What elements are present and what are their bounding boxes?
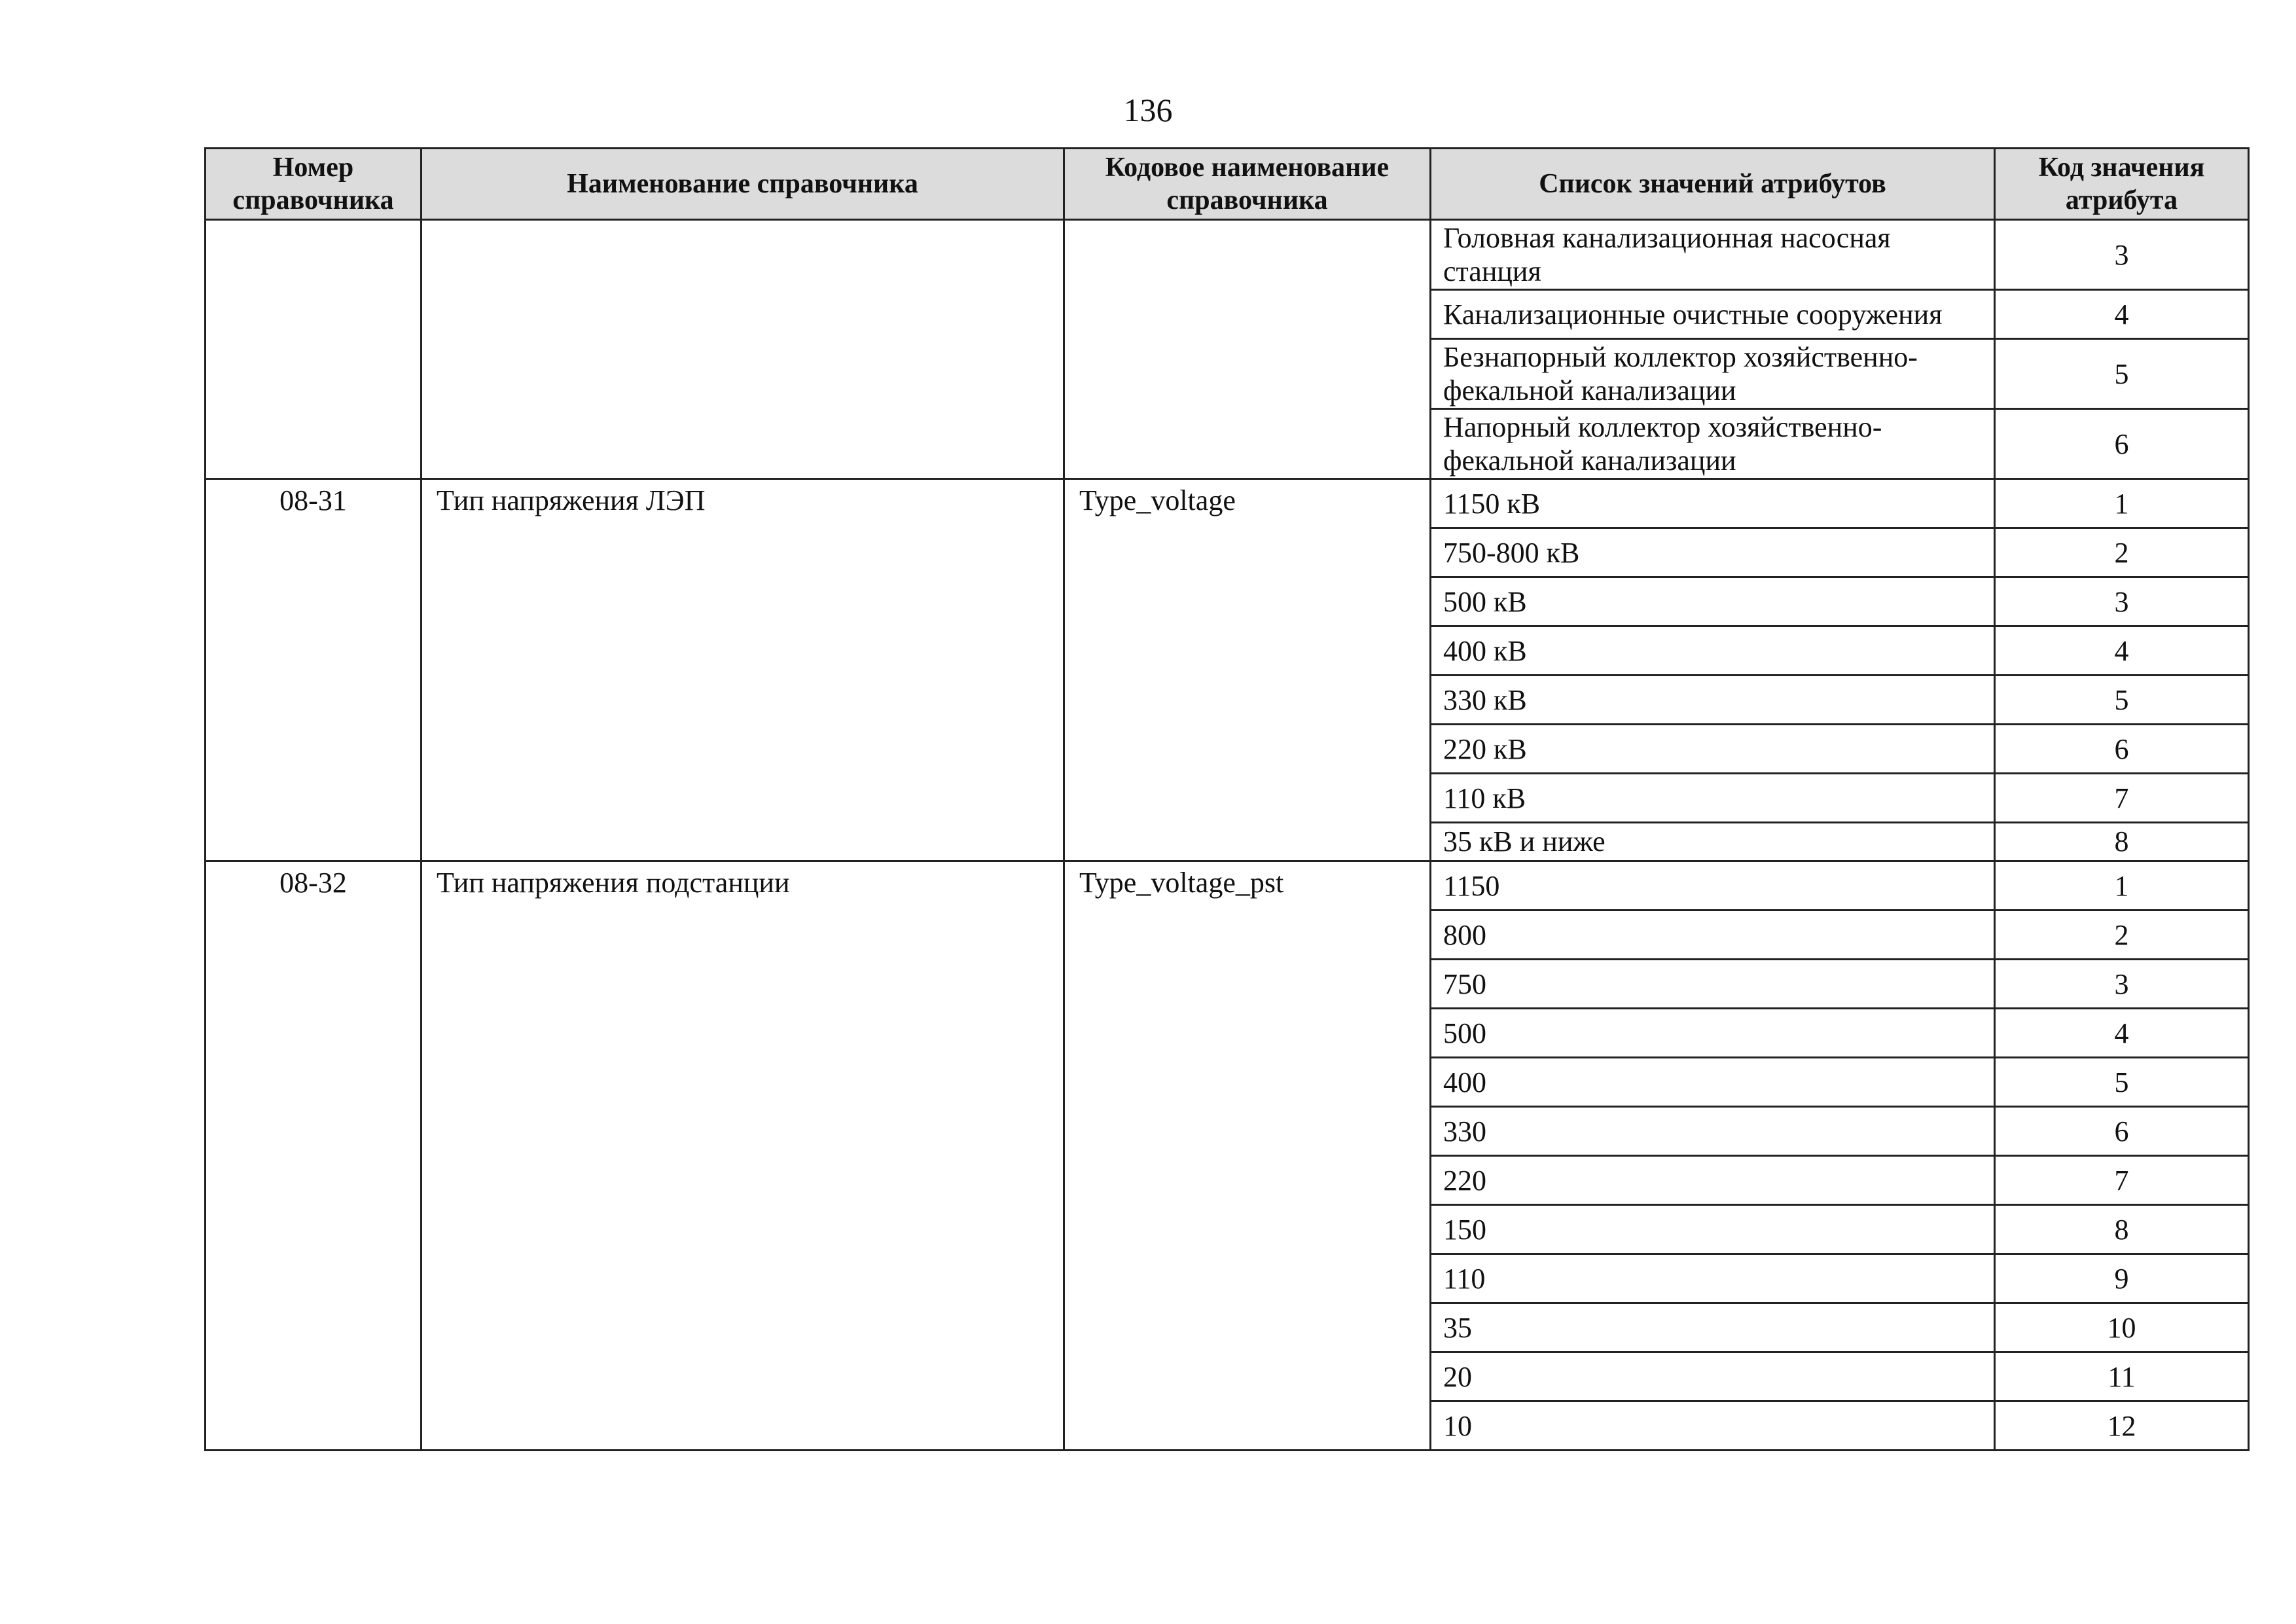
attribute-code: 6 [1995,409,2249,479]
attribute-value: 500 кВ [1431,577,1995,626]
attribute-value: 1150 кВ [1431,479,1995,528]
directory-name: Тип напряжения ЛЭП [422,479,1064,861]
table-row [206,861,2249,911]
attribute-code: 7 [1995,774,2249,823]
directory-name: Тип напряжения подстанции [422,861,1064,1451]
table-row [206,220,2249,290]
attribute-code: 9 [1995,1254,2249,1303]
attribute-value: Безнапорный коллектор хозяйственно-фекальной канализации [1431,339,1995,409]
header-number: Номер справочника [206,149,422,220]
attribute-code: 3 [1995,220,2249,290]
directory-code-name: Type_voltage [1064,479,1431,861]
attribute-value: Канализационные очистные сооружения [1431,290,1995,339]
attribute-code: 6 [1995,1107,2249,1156]
attribute-value: 35 [1431,1303,1995,1352]
attribute-code: 5 [1995,1058,2249,1107]
header-row [206,149,2249,220]
attribute-code: 3 [1995,960,2249,1009]
attribute-value: 400 [1431,1058,1995,1107]
attribute-value: 10 [1431,1401,1995,1451]
attribute-value: 220 [1431,1156,1995,1205]
attribute-value: 220 кВ [1431,725,1995,774]
directory-code-name: Type_voltage_pst [1064,861,1431,1451]
directory-name [422,220,1064,479]
attribute-value: Головная канализационная насосная станция [1431,220,1995,290]
attribute-value: 20 [1431,1352,1995,1401]
attribute-value: 400 кВ [1431,626,1995,676]
attribute-code: 4 [1995,626,2249,676]
attribute-value: 330 [1431,1107,1995,1156]
header-name: Наименование справочника [422,149,1064,220]
attribute-value: 110 кВ [1431,774,1995,823]
attribute-value: 330 кВ [1431,676,1995,725]
attribute-code: 8 [1995,823,2249,861]
attribute-code: 4 [1995,290,2249,339]
attribute-value: 35 кВ и ниже [1431,823,1995,861]
header-values: Список значений атрибутов [1431,149,1995,220]
attribute-value: 500 [1431,1009,1995,1058]
reference-table [204,147,2250,1451]
page-number: 136 [1123,92,1173,128]
attribute-code: 6 [1995,725,2249,774]
attribute-code: 2 [1995,528,2249,577]
attribute-code: 7 [1995,1156,2249,1205]
attribute-code: 12 [1995,1401,2249,1451]
attribute-code: 8 [1995,1205,2249,1254]
attribute-value: 800 [1431,911,1995,960]
attribute-code: 10 [1995,1303,2249,1352]
attribute-value: 110 [1431,1254,1995,1303]
attribute-value: 1150 [1431,861,1995,911]
table-row [206,479,2249,528]
attribute-code: 5 [1995,676,2249,725]
directory-code-name [1064,220,1431,479]
attribute-value: Напорный коллектор хозяйственно-фекальной канализации [1431,409,1995,479]
directory-number: 08-31 [206,479,422,861]
attribute-code: 3 [1995,577,2249,626]
attribute-value: 150 [1431,1205,1995,1254]
attribute-code: 2 [1995,911,2249,960]
directory-number: 08-32 [206,861,422,1451]
attribute-code: 1 [1995,861,2249,911]
attribute-code: 5 [1995,339,2249,409]
attribute-code: 1 [1995,479,2249,528]
directory-number [206,220,422,479]
attribute-code: 4 [1995,1009,2249,1058]
attribute-value: 750-800 кВ [1431,528,1995,577]
attribute-code: 11 [1995,1352,2249,1401]
header-code: Код значения атрибута [1995,149,2249,220]
attribute-value: 750 [1431,960,1995,1009]
header-code-name: Кодовое наименование справочника [1064,149,1431,220]
